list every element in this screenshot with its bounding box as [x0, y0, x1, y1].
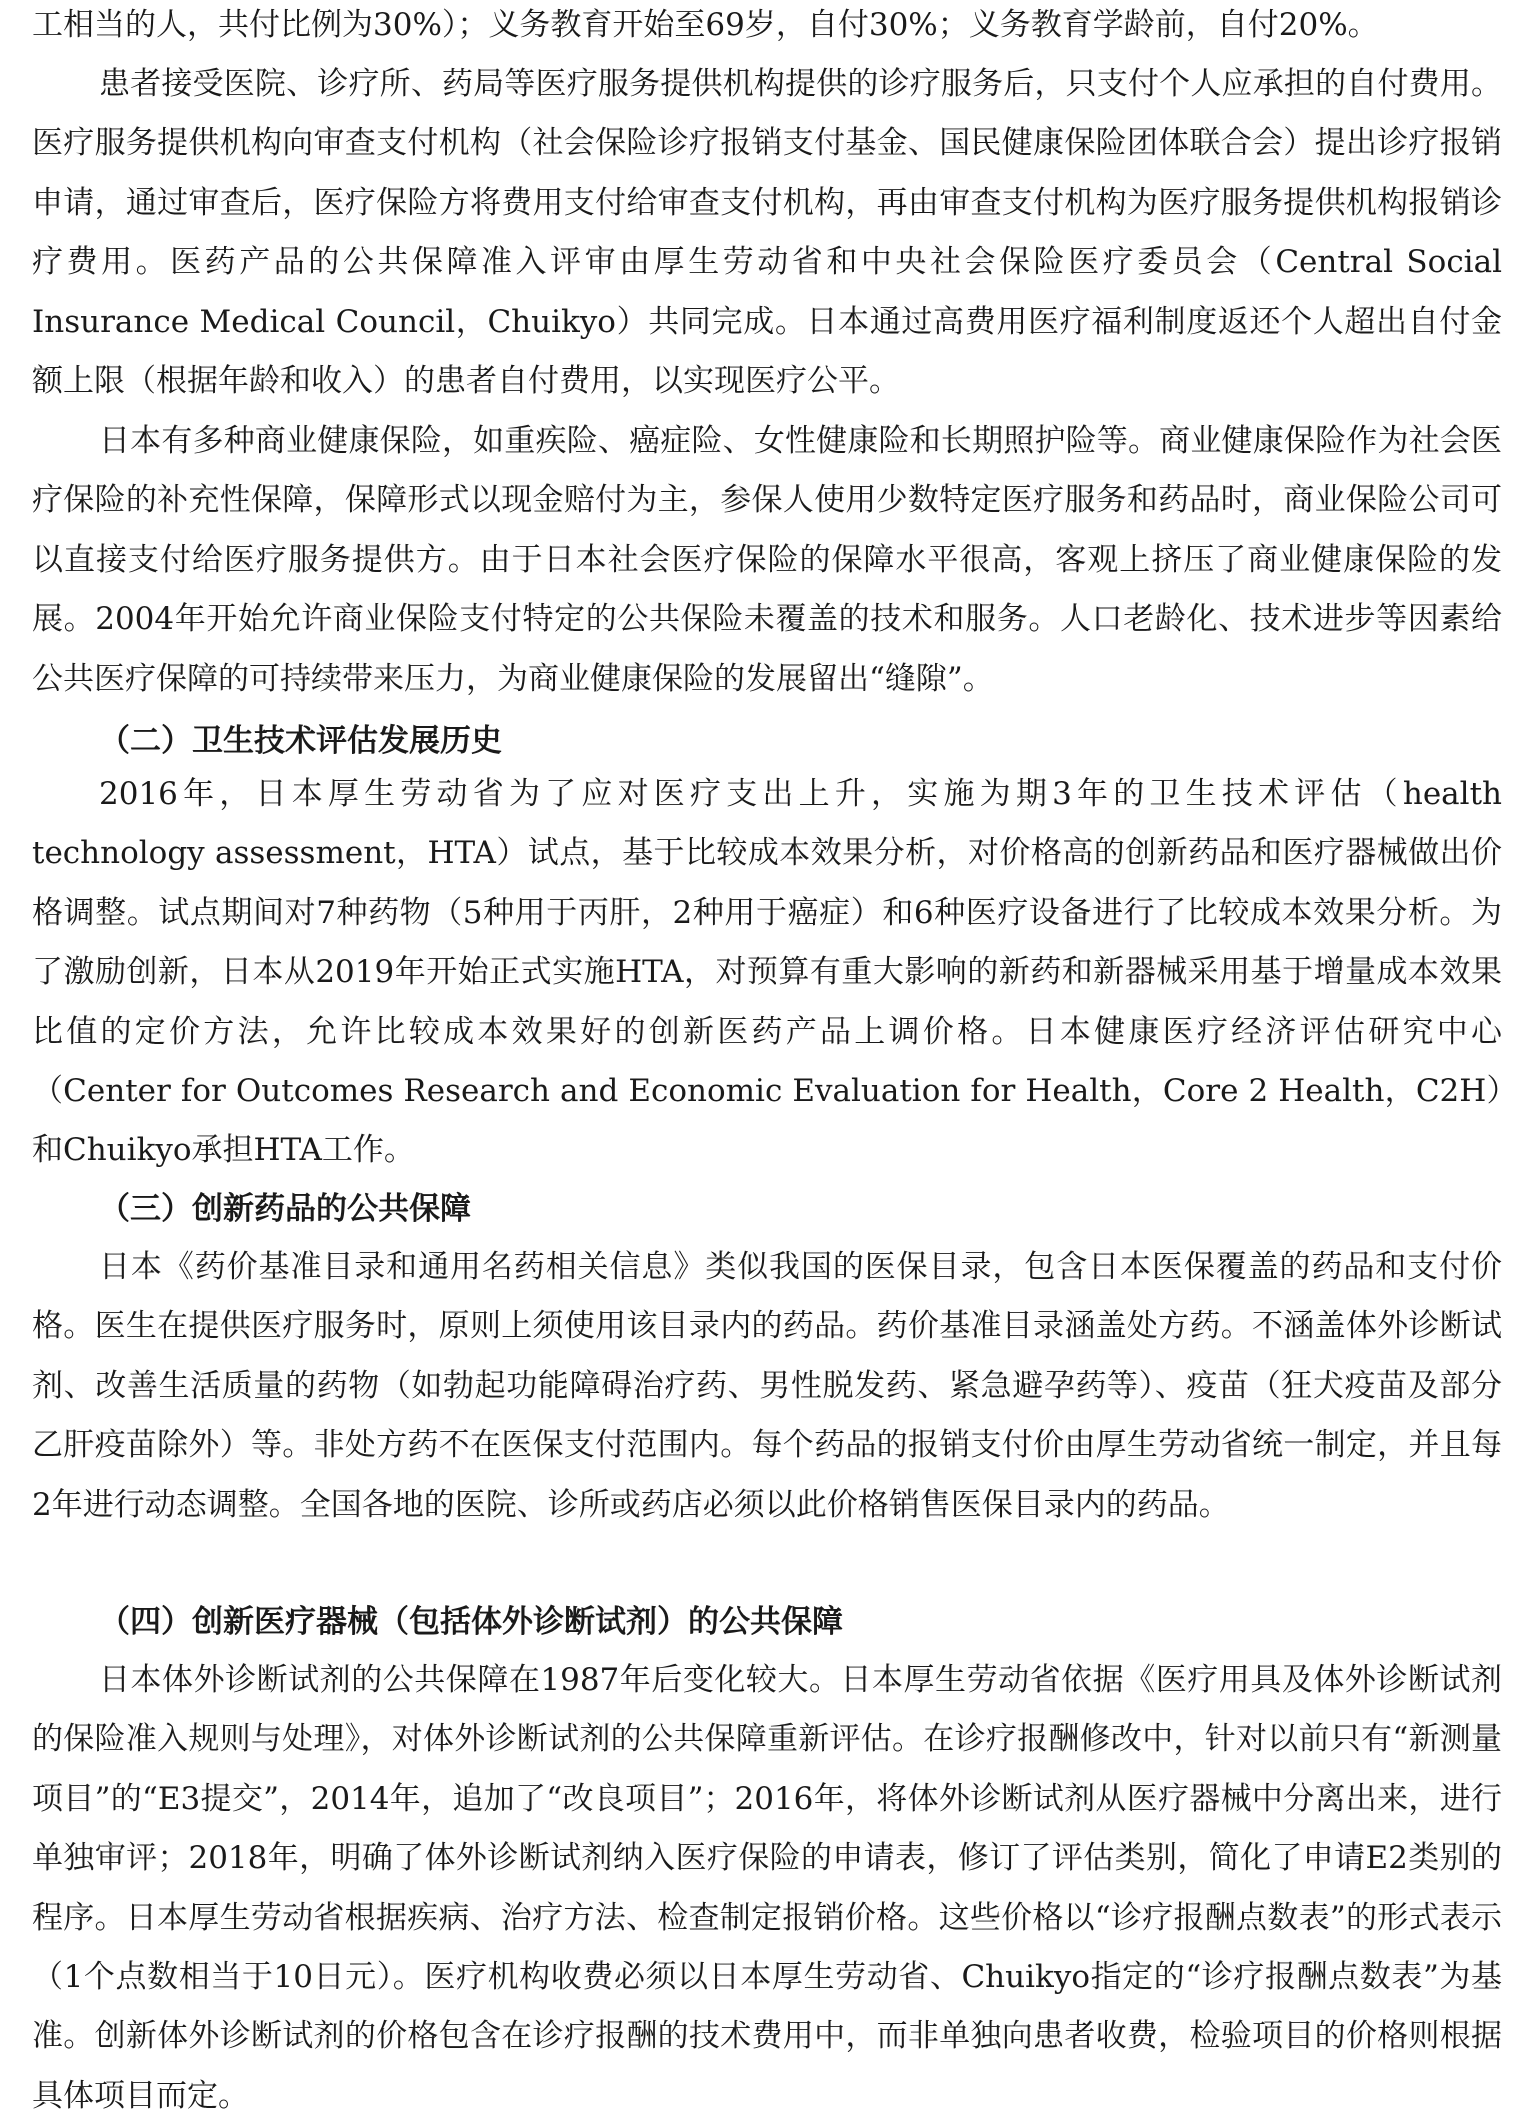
paragraph-hta-history: 2016年，日本厚生劳动省为了应对医疗支出上升，实施为期3年的卫生技术评估（health technology assessment，HTA）试点，基于比较成本效果分析，对价格高的创新药品和医疗器械做出价格调整。试点期间对7种药物（5种用于丙肝，2种用于癌症）和6种医疗设备进行了比较成本效果分析。为了激励创新，日本从2019年开始正式实施HTA，对预算有重大影响的新药和新器械采用基于增量成本效果比值的定价方法，允许比较成本效果好的创新医药产品上调价格。日本健康医疗经济评估研究中心（Center for Outcomes Research and Economic Evaluation for Health，Core 2 Health，C2H）和Chuikyo承担HTA工作。	[32, 776, 1502, 1169]
paragraph-copay-rates: 工相当的人，共付比例为30%）；义务教育开始至69岁，自付30%；义务教育学龄前，自付20%。	[32, 7, 1379, 43]
paragraph-device-coverage: 日本体外诊断试剂的公共保障在1987年后变化较大。日本厚生劳动省依据《医疗用具及体外诊断试剂的保险准入规则与处理》，对体外诊断试剂的公共保障重新评估。在诊疗报酬修改中，针对以前只有“新测量项目”的“E3提交”，2014年，追加了“改良项目”；2016年，将体外诊断试剂从医疗器械中分离出来，进行单独审评；2018年，明确了体外诊断试剂纳入医疗保险的申请表，修订了评估类别，简化了申请E2类别的程序。日本厚生劳动省根据疾病、治疗方法、检查制定报销价格。这些价格以“诊疗报酬点数表”的形式表示（1个点数相当于10日元）。医疗机构收费必须以日本厚生劳动省、Chuikyo指定的“诊疗报酬点数表”为基准。创新体外诊断试剂的价格包含在诊疗报酬的技术费用中，而非单独向患者收费，检验项目的价格则根据具体项目而定。	[32, 1662, 1502, 2114]
paragraph-drug-coverage: 日本《药价基准目录和通用名药相关信息》类似我国的医保目录，包含日本医保覆盖的药品和支付价格。医生在提供医疗服务时，原则上须使用该目录内的药品。药价基准目录涵盖处方药。不涵盖体外诊断试剂、改善生活质量的药物（如勃起功能障碍治疗药、男性脱发药、紧急避孕药等）、疫苗（狂犬疫苗及部分乙肝疫苗除外）等。非处方药不在医保支付范围内。每个药品的报销支付价由厚生劳动省统一制定，并且每2年进行动态调整。全国各地的医院、诊所或药店必须以此价格销售医保目录内的药品。	[32, 1249, 1502, 1523]
section-heading-drug-coverage: （三）创新药品的公共保障	[99, 1191, 471, 1227]
section-heading-device-coverage: （四）创新医疗器械（包括体外诊断试剂）的公共保障	[99, 1604, 843, 1640]
paragraph-payment-process: 患者接受医院、诊疗所、药局等医疗服务提供机构提供的诊疗服务后，只支付个人应承担的自付费用。医疗服务提供机构向审查支付机构（社会保险诊疗报销支付基金、国民健康保险团体联合会）提出诊疗报销申请，通过审查后，医疗保险方将费用支付给审查支付机构，再由审查支付机构为医疗服务提供机构报销诊疗费用。医药产品的公共保障准入评审由厚生劳动省和中央社会保险医疗委员会（Central Social Insurance Medical Council，Chuikyo）共同完成。日本通过高费用医疗福利制度返还个人超出自付金额上限（根据年龄和收入）的患者自付费用，以实现医疗公平。	[32, 66, 1502, 400]
paragraph-commercial-insurance: 日本有多种商业健康保险，如重疾险、癌症险、女性健康险和长期照护险等。商业健康保险作为社会医疗保险的补充性保障，保障形式以现金赔付为主，参保人使用少数特定医疗服务和药品时，商业保险公司可以直接支付给医疗服务提供方。由于日本社会医疗保险的保障水平很高，客观上挤压了商业健康保险的发展。2004年开始允许商业保险支付特定的公共保险未覆盖的技术和服务。人口老龄化、技术进步等因素给公共医疗保障的可持续带来压力，为商业健康保险的发展留出“缝隙”。	[32, 423, 1502, 697]
section-heading-hta-history: （二）卫生技术评估发展历史	[99, 723, 502, 759]
